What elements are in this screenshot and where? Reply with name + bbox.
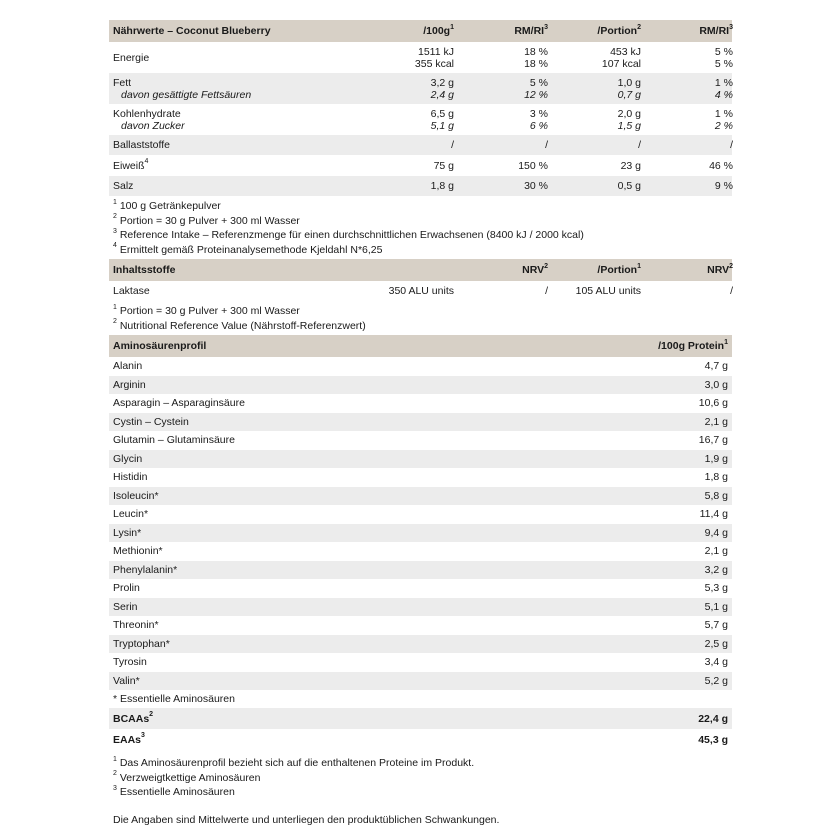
portion-value: 453 kJ 107 kcal bbox=[601, 45, 641, 70]
amino-row bbox=[109, 542, 732, 561]
footnote: $^1$ Das Aminosäurenprofil bezieht sich auf die enthaltenen Proteine im Produkt. bbox=[113, 755, 475, 769]
nutrition-row-fett bbox=[109, 73, 732, 104]
nutrition-sheet bbox=[109, 20, 732, 826]
amino-name: Glycin bbox=[113, 452, 143, 465]
portion-value: 1,0 g 0,7 g bbox=[617, 76, 641, 101]
nutrition-title: Nährwerte – Coconut Blueberry bbox=[113, 25, 271, 37]
amino-name: Prolin bbox=[113, 582, 140, 595]
amino-value: 5,7 g bbox=[704, 619, 728, 632]
amino-row bbox=[109, 357, 732, 376]
amino-name: Glutamin – Glutaminsäure bbox=[113, 434, 235, 447]
amino-row bbox=[109, 598, 732, 617]
amino-value: 2,1 g bbox=[704, 415, 728, 428]
footnote: $^2$ Nutritional Reference Value (Nährstoff-Referenzwert) bbox=[113, 318, 366, 332]
nutrient-name: Salz bbox=[113, 180, 134, 192]
amino-name: Valin* bbox=[113, 674, 140, 687]
essential-note-row bbox=[109, 690, 732, 708]
amino-value: 5,8 g bbox=[704, 489, 728, 502]
rm1-value: 18 % 18 % bbox=[524, 45, 548, 70]
amino-name: Isoleucin* bbox=[113, 489, 159, 502]
amino-name: Tryptophan* bbox=[113, 637, 170, 650]
amino-header bbox=[109, 335, 732, 357]
amino-name: Arginin bbox=[113, 378, 146, 391]
rm1-value: / bbox=[545, 139, 548, 151]
col-portion-header: /Portion$^1$ bbox=[597, 262, 641, 276]
portion-value: / bbox=[638, 139, 641, 151]
nutrient-name: Ballaststoffe bbox=[113, 139, 171, 151]
amino-footnotes bbox=[109, 750, 732, 802]
nrv2-value: / bbox=[730, 285, 733, 297]
ingredients-footnotes bbox=[109, 301, 732, 335]
total-value: 45,3 g bbox=[698, 733, 728, 746]
rm1-value: 3 % 6 % bbox=[529, 107, 548, 132]
amino-value: 3,4 g bbox=[704, 656, 728, 669]
per100-value: 350 ALU units bbox=[388, 285, 454, 297]
rm2-value: 5 % 5 % bbox=[714, 45, 733, 70]
amino-value: 5,2 g bbox=[704, 674, 728, 687]
amino-row bbox=[109, 524, 732, 543]
ingredients-header bbox=[109, 259, 732, 281]
per100-value: / bbox=[451, 139, 454, 151]
col-amino-value-header: /100g Protein$^1$ bbox=[658, 338, 728, 352]
amino-value: 16,7 g bbox=[698, 434, 728, 447]
per100-value: 3,2 g 2,4 g bbox=[430, 76, 454, 101]
rm2-value: / bbox=[730, 139, 733, 151]
amino-value: 5,1 g bbox=[704, 600, 728, 613]
amino-value: 1,9 g bbox=[704, 452, 728, 465]
rm1-value: 5 % 12 % bbox=[524, 76, 548, 101]
amino-value: 10,6 g bbox=[698, 397, 728, 410]
amino-name: Serin bbox=[113, 600, 138, 613]
total-row-eaas bbox=[109, 729, 732, 750]
nutrient-name: Kohlenhydrate davon Zucker bbox=[113, 108, 344, 132]
footnote: $^3$ Essentielle Aminosäuren bbox=[113, 784, 235, 798]
amino-value: 3,2 g bbox=[704, 563, 728, 576]
col-portion-header: /Portion$^2$ bbox=[597, 23, 641, 37]
amino-row bbox=[109, 505, 732, 524]
amino-value: 3,0 g bbox=[704, 378, 728, 391]
amino-name: Leucin* bbox=[113, 508, 149, 521]
total-row-bcaas bbox=[109, 708, 732, 729]
amino-row bbox=[109, 653, 732, 672]
total-name: EAAs$^3$ bbox=[113, 732, 145, 746]
col-rm1-header: $RM/RI^3$ bbox=[514, 23, 548, 37]
footnote: $^3$ Reference Intake – Referenzmenge für einen durchschnittlichen Erwachsenen (8400 kJ / 2000 kcal) bbox=[113, 227, 584, 241]
nutrition-footnotes bbox=[109, 196, 732, 259]
amino-name: Tyrosin bbox=[113, 656, 147, 669]
rm2-value: 46 % bbox=[709, 159, 733, 172]
footnote: $^2$ Verzweigtkettige Aminosäuren bbox=[113, 770, 261, 784]
amino-value: 2,5 g bbox=[704, 637, 728, 650]
nutrition-row-energie bbox=[109, 42, 732, 73]
rm1-value: 30 % bbox=[524, 180, 548, 192]
amino-row bbox=[109, 431, 732, 450]
amino-row bbox=[109, 579, 732, 598]
amino-title: Aminosäurenprofil bbox=[113, 340, 207, 352]
rm2-value: 1 % 2 % bbox=[714, 107, 733, 132]
nutrition-row-eiweiss bbox=[109, 155, 732, 176]
col-nrv2-header: NRV$^2$ bbox=[707, 262, 733, 276]
amino-value: 11,4 g bbox=[699, 508, 728, 521]
col-nrv1-header: NRV$^2$ bbox=[522, 262, 548, 276]
footnote: $^1$ Portion = 30 g Pulver + 300 ml Wasser bbox=[113, 303, 300, 317]
footnote: $^4$ Ermittelt gemäß Proteinanalysemethode Kjeldahl N*6,25 bbox=[113, 242, 383, 256]
portion-value: 2,0 g 1,5 g bbox=[617, 107, 641, 132]
amino-name: Lysin* bbox=[113, 526, 142, 539]
per100-value: 1,8 g bbox=[430, 180, 454, 192]
rm2-value: 9 % bbox=[714, 180, 733, 192]
amino-row bbox=[109, 394, 732, 413]
nutrition-row-ballaststoffe bbox=[109, 135, 732, 155]
portion-value: 23 g bbox=[620, 159, 641, 172]
amino-name: Alanin bbox=[113, 360, 143, 373]
rm1-value: 150 % bbox=[518, 159, 548, 172]
amino-name: Cystin – Cystein bbox=[113, 415, 189, 428]
nutrient-subname: davon Zucker bbox=[121, 119, 185, 132]
nutrient-name: Energie bbox=[113, 51, 150, 64]
portion-value: 105 ALU units bbox=[575, 285, 641, 297]
amino-value: 5,3 g bbox=[704, 582, 728, 595]
ingredients-row-laktase bbox=[109, 281, 732, 301]
amino-row bbox=[109, 487, 732, 506]
amino-row bbox=[109, 561, 732, 580]
amino-value: 1,8 g bbox=[704, 471, 728, 484]
amino-value: 2,1 g bbox=[704, 545, 728, 558]
col-per100-header: $/100g^1$ bbox=[423, 23, 454, 37]
nrv1-value: / bbox=[545, 285, 548, 297]
amino-row bbox=[109, 616, 732, 635]
amino-rows bbox=[109, 357, 732, 690]
ingredients-title: Inhaltsstoffe bbox=[113, 264, 176, 276]
amino-name: Phenylalanin* bbox=[113, 563, 178, 576]
amino-row bbox=[109, 672, 732, 691]
portion-value: 0,5 g bbox=[617, 180, 641, 192]
amino-row bbox=[109, 635, 732, 654]
nutrient-subname: davon gesättigte Fettsäuren bbox=[121, 88, 252, 101]
amino-value: 4,7 g bbox=[704, 360, 728, 373]
nutrition-row-salz bbox=[109, 176, 732, 196]
amino-name: Threonin* bbox=[113, 619, 159, 632]
total-value: 22,4 g bbox=[698, 712, 728, 725]
nutrition-header bbox=[109, 20, 732, 42]
col-rm2-header: $RM/RI^3$ bbox=[699, 23, 733, 37]
disclaimer: Die Angaben sind Mittelwerte und unterliegen den produktüblichen Schwankungen. bbox=[113, 813, 500, 826]
amino-row bbox=[109, 450, 732, 469]
total-name: BCAAs$^2$ bbox=[113, 711, 154, 725]
amino-row bbox=[109, 468, 732, 487]
essential-note: * Essentielle Aminosäuren bbox=[113, 693, 235, 705]
amino-name: Asparagin – Asparaginsäure bbox=[113, 397, 245, 410]
amino-name: Histidin bbox=[113, 471, 148, 484]
amino-name: Methionin* bbox=[113, 545, 163, 558]
rm2-value: 1 % 4 % bbox=[714, 76, 733, 101]
footnote: $^2$ Portion = 30 g Pulver + 300 ml Wasser bbox=[113, 213, 300, 227]
nutrition-row-kohlenhydrate bbox=[109, 104, 732, 135]
nutrient-name: Fett davon gesättigte Fettsäuren bbox=[113, 77, 344, 101]
amino-row bbox=[109, 376, 732, 395]
amino-value: 9,4 g bbox=[704, 526, 728, 539]
amino-row bbox=[109, 413, 732, 432]
ingredient-name: Laktase bbox=[113, 285, 150, 297]
per100-value: 6,5 g 5,1 g bbox=[430, 107, 454, 132]
nutrient-name: Eiweiß$^4$ bbox=[113, 158, 149, 172]
footnote: $^1$ 100 g Getränkepulver bbox=[113, 198, 221, 212]
per100-value: 75 g bbox=[433, 159, 454, 172]
per100-value: 1511 kJ 355 kcal bbox=[414, 45, 454, 70]
